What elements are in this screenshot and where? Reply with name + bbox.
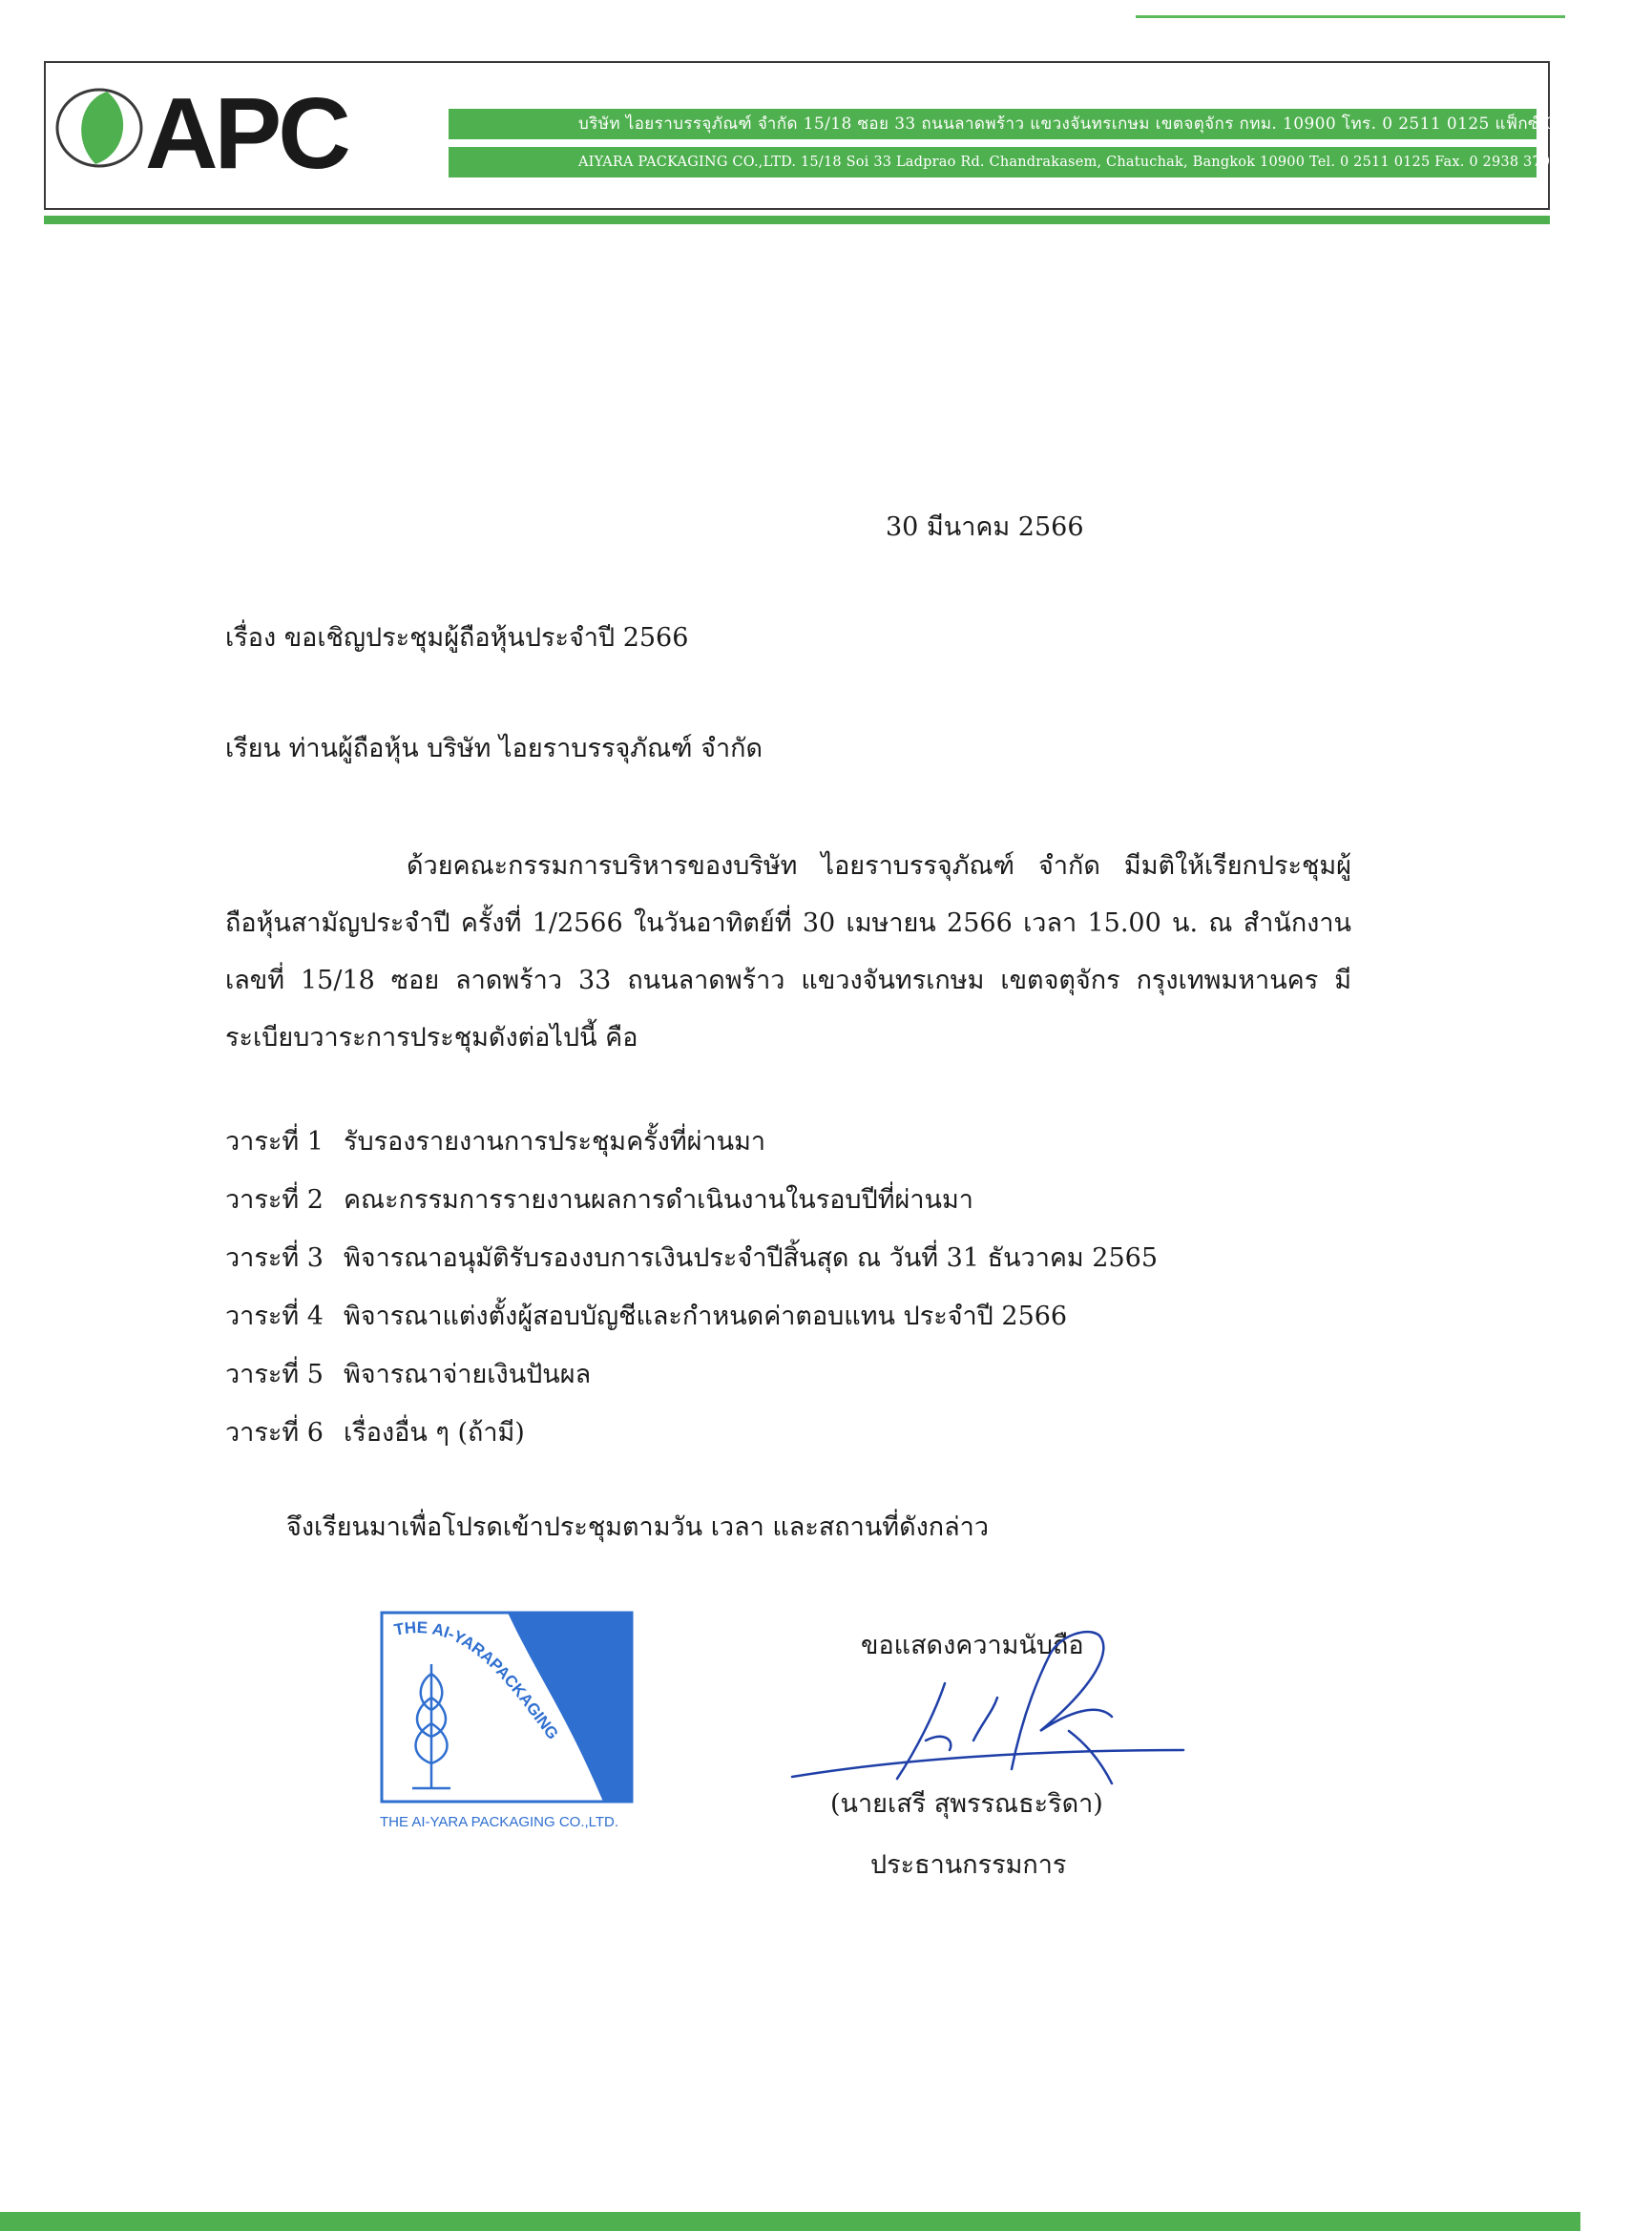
paragraph-line: ระเบียบวาระการประชุมดังต่อไปนี้ คือ xyxy=(225,1023,638,1053)
letterhead-rule xyxy=(44,216,1550,224)
agenda-item xyxy=(225,1345,1158,1404)
letterhead-thai-address: บริษัท ไอยราบรรจุภัณฑ์ จำกัด 15/18 ซอย 33 ถนนลาดพร้าว แขวงจันทรเกษม เขตจตุจักร กทม. 10900 โทร. 0 2511 0125 แฟ็กซ์ 0 2938 3793 xyxy=(449,109,1537,139)
letterhead-band-gap xyxy=(449,139,576,147)
letter-date: 30 มีนาคม 2566 xyxy=(886,512,1084,542)
top-accent-line xyxy=(1136,15,1565,18)
agenda-text: พิจารณาแต่งตั้งผู้สอบบัญชีและกำหนดค่าตอบแทน ประจำปี 2566 xyxy=(344,1302,1068,1331)
agenda-label: วาระที่ 4 xyxy=(225,1302,324,1331)
apc-logo-icon xyxy=(50,74,450,190)
agenda-label: วาระที่ 1 xyxy=(225,1127,324,1157)
signer-name: (นายเสรี สุพรรณธะริดา) xyxy=(830,1789,1103,1819)
seal-arc-text: THE AI-YARAPACKAGING xyxy=(392,1618,562,1743)
company-seal-icon xyxy=(374,1607,641,1836)
seal-bottom-text: THE AI-YARA PACKAGING CO.,LTD. xyxy=(380,1814,619,1830)
letter-subject: เรื่อง ขอเชิญประชุมผู้ถือหุ้นประจำปี 2566 xyxy=(225,623,689,653)
agenda-list xyxy=(225,1113,1158,1462)
agenda-label: วาระที่ 3 xyxy=(225,1243,324,1273)
agenda-item xyxy=(225,1229,1158,1287)
agenda-text: พิจารณาอนุมัติรับรองงบการเงินประจำปีสิ้นสุด ณ วันที่ 31 ธันวาคม 2565 xyxy=(344,1243,1159,1273)
paragraph-line: ถือหุ้นสามัญประจำปี ครั้งที่ 1/2566 ในวันอาทิตย์ที่ 30 เมษายน 2566 เวลา 15.00 น. ณ สำนักงาน xyxy=(225,908,1351,938)
agenda-text: เรื่องอื่น ๆ (ถ้ามี) xyxy=(344,1418,525,1448)
letter-paragraph xyxy=(225,838,1351,1067)
agenda-text: พิจารณาจ่ายเงินปันผล xyxy=(344,1360,592,1389)
letter-salutation: เรียน ท่านผู้ถือหุ้น บริษัท ไอยราบรรจุภัณฑ์ จำกัด xyxy=(225,734,763,763)
agenda-item xyxy=(225,1171,1158,1229)
agenda-label: วาระที่ 6 xyxy=(225,1418,324,1448)
paragraph-line: ด้วยคณะกรรมการบริหารของบริษัท ไอยราบรรจุภัณฑ์ จำกัด มีมติให้เรียกประชุมผู้ xyxy=(407,851,1351,881)
paragraph-line: เลขที่ 15/18 ซอย ลาดพร้าว 33 ถนนลาดพร้าว แขวงจันทรเกษม เขตจตุจักร กรุงเทพมหานคร มี xyxy=(225,966,1351,995)
agenda-text: รับรองรายงานการประชุมครั้งที่ผ่านมา xyxy=(344,1127,766,1157)
agenda-item xyxy=(225,1404,1158,1462)
letter-closing: จึงเรียนมาเพื่อโปรดเข้าประชุมตามวัน เวลา และสถานที่ดังกล่าว xyxy=(286,1512,990,1542)
agenda-item xyxy=(225,1113,1158,1171)
signature xyxy=(783,1607,1193,1798)
agenda-label: วาระที่ 5 xyxy=(225,1360,324,1389)
logo-text: APC xyxy=(145,77,347,190)
company-logo xyxy=(50,74,450,190)
signer-title: ประธานกรรมการ xyxy=(870,1850,1067,1880)
agenda-item xyxy=(225,1287,1158,1345)
footer-rule xyxy=(0,2212,1580,2231)
signature-icon xyxy=(783,1607,1193,1798)
agenda-text: คณะกรรมการรายงานผลการดำเนินงานในรอบปีที่ผ่านมา xyxy=(344,1185,973,1215)
letterhead-english-address: AIYARA PACKAGING CO.,LTD. 15/18 Soi 33 Ladprao Rd. Chandrakasem, Chatuchak, Bangkok 10900 Tel. 0 2511 0125 Fax. 0 2938 3793 xyxy=(449,147,1537,177)
company-seal xyxy=(374,1607,641,1836)
agenda-label: วาระที่ 2 xyxy=(225,1185,324,1215)
letter-regards: ขอแสดงความนับถือ xyxy=(861,1631,1084,1660)
